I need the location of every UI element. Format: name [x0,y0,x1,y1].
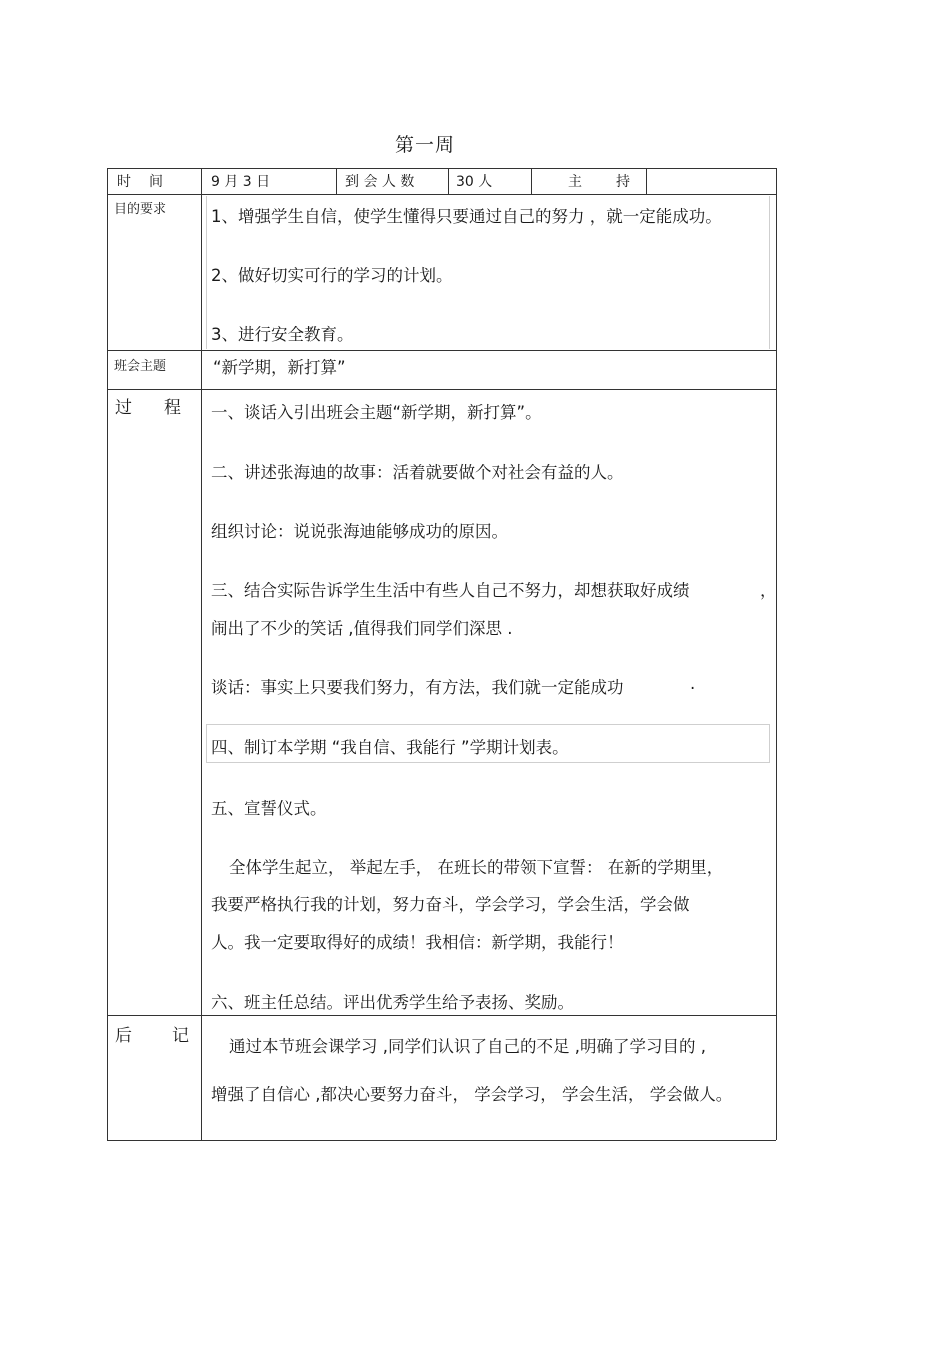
table-border-top [107,168,776,169]
table-column-divider-attendance [448,168,449,194]
table-column-divider-label [201,168,202,1140]
process-line: 谈话：事实上只要我们努力，有方法，我们就一定能成功 [211,678,624,697]
process-line: 一、谈话入引出班会主题“新学期，新打算”。 [211,403,542,422]
process-line-punct: ， [760,581,777,600]
host-label: 主 持 [568,174,630,190]
purpose-item: 3、进行安全教育。 [211,325,354,344]
process-line: 五、宣誓仪式。 [211,799,327,818]
table-column-divider-host [646,168,647,194]
purpose-item: 1、增强学生自信，使学生懂得只要通过自己的努力 ，就一定能成功。 [211,207,722,226]
process-label: 过 程 [115,398,181,418]
theme-value: “新学期，新打算” [213,358,346,377]
attendance-label: 到 会 人 数 [345,174,415,190]
process-line: 三、结合实际告诉学生生活中有些人自己不努力，却想获取好成绩 [211,581,690,600]
process-line: 六、班主任总结。评出优秀学生给予表扬、奖励。 [211,993,574,1012]
postscript-label: 后 记 [115,1026,189,1046]
table-row-divider-theme [107,389,776,390]
date-value: 9 月 3 日 [211,174,271,190]
process-line: 闹出了不少的笑话 ,值得我们同学们深思 . [211,619,513,638]
table-row-divider-header [107,194,776,195]
process-line: 全体学生起立， 举起左手， 在班长的带领下宣誓： 在新的学期里， [229,858,724,877]
process-line: 四、制订本学期 “我自信、我能行 ”学期计划表。 [211,738,569,757]
process-line: 二、讲述张海迪的故事：活着就要做个对社会有益的人。 [211,463,624,482]
page-title: 第一周 [394,134,455,156]
table-column-divider-date [336,168,337,194]
table-row-divider-purpose [107,350,776,351]
table-row-divider-process [107,1015,776,1016]
process-line: 人。我一定要取得好的成绩！我相信：新学期，我能行！ [211,933,624,952]
theme-label: 班会主题 [114,359,167,374]
process-line: 组织讨论：说说张海迪能够成功的原因。 [211,522,508,541]
purpose-item: 2、做好切实可行的学习的计划。 [211,266,453,285]
table-border-bottom [107,1140,776,1141]
table-border-right [776,168,777,1140]
postscript-line: 通过本节班会课学习 ,同学们认识了自己的不足 ,明确了学习目的 , [229,1037,706,1056]
purpose-label: 目的要求 [114,202,167,217]
table-column-divider-count [531,168,532,194]
time-label: 时 间 [117,174,163,190]
table-border-left [107,168,108,1140]
postscript-line: 增强了自信心 ,都决心要努力奋斗， 学会学习， 学会生活， 学会做人。 [211,1085,733,1104]
process-line: 我要严格执行我的计划，努力奋斗，学会学习，学会生活，学会做 [211,895,690,914]
process-line-punct: . [690,674,696,693]
attendance-value: 30 人 [456,174,493,190]
